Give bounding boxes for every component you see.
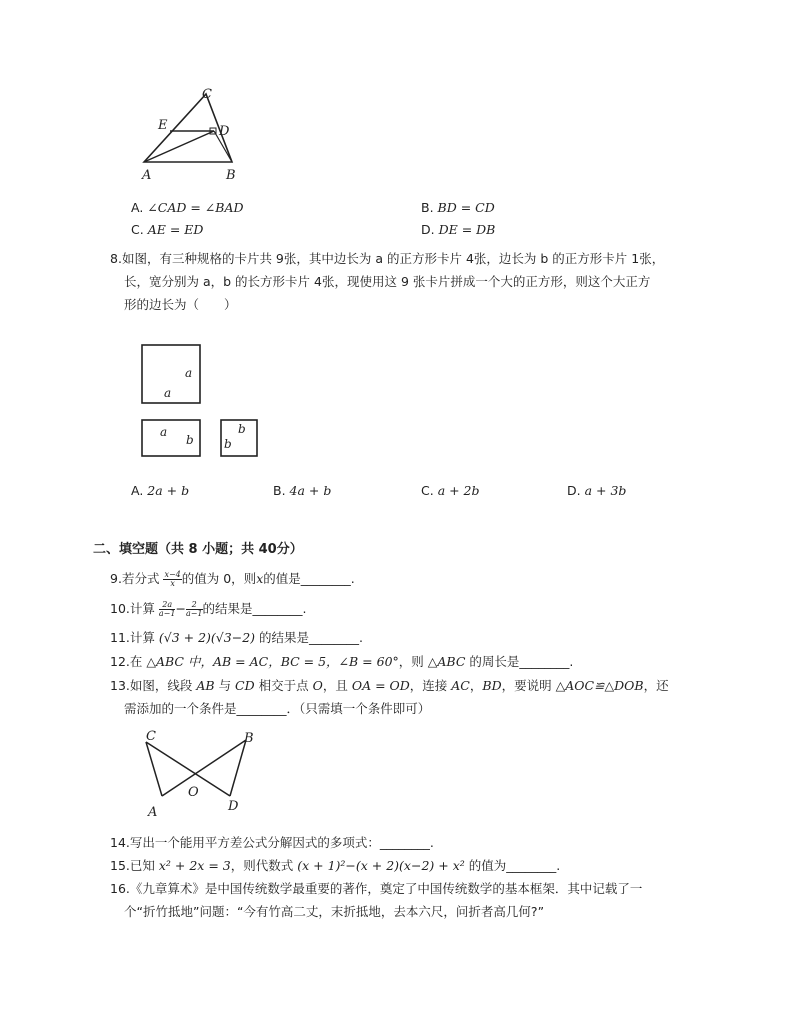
- text: ，要说明: [501, 678, 556, 693]
- text: 计算: [129, 601, 155, 616]
- fraction: [186, 601, 203, 618]
- section-heading: 二、填空题（共 8 小题；共 40分）: [93, 542, 303, 557]
- label-d: D: [219, 124, 230, 139]
- math-expression: (√3 + 2)(√3−2): [158, 630, 256, 645]
- question-number: 15.: [110, 858, 130, 873]
- q8-line-3: 形的边长为（ ）: [124, 297, 237, 312]
- math: CD: [235, 678, 255, 693]
- q16-line-2: 个“折竹抵地”问题：“今有竹高二丈，末折抵地，去本六尺，问折者高几何?”: [124, 904, 545, 919]
- option-label: D.: [567, 483, 581, 498]
- square-a-label-side: a: [185, 366, 193, 380]
- q8-line-2: 长，宽分别为 a，b 的长方形卡片 4张，现使用这 9 张卡片拼成一个大的正方形，则这个大正方: [124, 274, 651, 289]
- square-a-label-bottom: a: [164, 386, 172, 400]
- segment-ab: [162, 740, 246, 796]
- q8-option-c[interactable]: [421, 482, 480, 500]
- q13-line-2: 需添加的一个条件是________．（只需填一个条件即可）: [124, 701, 431, 716]
- text: 《九章算术》是中国传统数学最重要的著作，奠定了中国传统数学的基本框架．其中记载了一: [129, 881, 643, 896]
- text: 的结果是________.: [259, 630, 364, 645]
- q8-option-a[interactable]: [131, 482, 189, 500]
- label-d: D: [228, 799, 239, 814]
- text: ，还: [643, 678, 669, 693]
- q9: [110, 570, 355, 588]
- fraction-denominator: x: [170, 579, 175, 588]
- option-label: B.: [273, 483, 286, 498]
- text: 已知: [129, 858, 159, 873]
- q7-option-c[interactable]: [131, 221, 203, 239]
- q7-option-b[interactable]: [421, 199, 495, 217]
- text: 计算: [129, 630, 155, 645]
- option-label: B.: [421, 200, 434, 215]
- q12: [110, 653, 573, 671]
- option-label: C.: [131, 222, 144, 237]
- math: OA = OD: [351, 678, 410, 693]
- question-number: 14.: [110, 835, 130, 850]
- math: O: [312, 678, 323, 693]
- bowtie-figure-q13: [138, 726, 268, 822]
- label-e: E: [158, 118, 168, 133]
- text: 若分式: [121, 571, 160, 586]
- question-text: 如图，有三种规格的卡片共 9张，其中边长为 a 的正方形卡片 4张，边长为 b 的正方形卡片 1张，: [121, 251, 665, 266]
- question-number: 16.: [110, 881, 130, 896]
- label-c: C: [146, 729, 156, 744]
- fraction: [159, 601, 176, 618]
- label-a: A: [142, 168, 152, 183]
- question-number: 10.: [110, 601, 130, 616]
- option-text: AE = ED: [147, 222, 204, 237]
- option-text: BD = CD: [437, 200, 495, 215]
- math-expression: (x + 1)²−(x + 2)(x−2) + x²: [297, 858, 465, 873]
- q15: [110, 857, 560, 875]
- text: ，连接: [409, 678, 452, 693]
- cards-figure-q8: [136, 340, 276, 465]
- fraction-denominator: a−1: [185, 609, 203, 618]
- q11: [110, 629, 363, 647]
- fraction-numerator: x−4: [164, 570, 181, 579]
- option-label: A.: [131, 200, 144, 215]
- rectangle-b-label: b: [186, 433, 194, 447]
- q10: [110, 600, 306, 618]
- square-b-label-top: b: [238, 422, 246, 436]
- text: ，且: [322, 678, 352, 693]
- label-b: B: [226, 168, 236, 183]
- question-number: 8.: [110, 251, 122, 266]
- text: ，: [469, 678, 483, 693]
- variable: x: [256, 571, 264, 586]
- text: 如图，线段: [129, 678, 197, 693]
- q7-option-a[interactable]: [131, 199, 244, 217]
- label-b: B: [244, 731, 254, 746]
- text: 的结果是________.: [202, 601, 307, 616]
- question-number: 12.: [110, 654, 130, 669]
- fraction-numerator: 2a: [159, 601, 176, 610]
- rectangle-a-label: a: [160, 425, 168, 439]
- option-text: a + 2b: [437, 483, 480, 498]
- segment-ad: [144, 131, 214, 162]
- question-number: 9.: [110, 571, 122, 586]
- question-number: 11.: [110, 630, 130, 645]
- q13-line-1: [110, 677, 669, 695]
- text: 的值为________.: [464, 858, 561, 873]
- math-expression: △ABC: [427, 654, 466, 669]
- option-label: A.: [131, 483, 144, 498]
- text: ，则: [398, 654, 428, 669]
- q7-option-d[interactable]: [421, 221, 495, 239]
- option-text: DE = DB: [438, 222, 496, 237]
- text: 的值为 0，则: [181, 571, 257, 586]
- text: 的周长是________.: [465, 654, 574, 669]
- q16-line-1: [110, 880, 642, 898]
- math: AB: [196, 678, 215, 693]
- fraction: [163, 571, 181, 588]
- math-expression: x² + 2x = 3: [158, 858, 231, 873]
- q8-option-b[interactable]: [273, 482, 331, 500]
- math-expression: △ABC 中，AB = AC，BC = 5，∠B = 60°: [146, 654, 399, 669]
- fraction-denominator: a−1: [158, 609, 176, 618]
- question-number: 13.: [110, 678, 130, 693]
- triangle-figure-q7: [130, 84, 250, 184]
- fraction-numerator: 2: [186, 601, 203, 610]
- q8-line-1: [110, 250, 664, 268]
- option-label: D.: [421, 222, 435, 237]
- q8-option-d[interactable]: [567, 482, 626, 500]
- text: 的值是________.: [263, 571, 355, 586]
- math: BD: [482, 678, 502, 693]
- math: △AOC≌△DOB: [555, 678, 644, 693]
- square-b-label-side: b: [224, 437, 232, 451]
- option-text: 4a + b: [289, 483, 332, 498]
- text: ，则代数式: [230, 858, 298, 873]
- text: 在: [129, 654, 147, 669]
- label-a: A: [148, 805, 158, 820]
- text: −: [175, 601, 186, 616]
- option-text: a + 3b: [584, 483, 627, 498]
- label-o: O: [188, 785, 199, 800]
- label-c: C: [202, 87, 212, 102]
- option-text: ∠CAD = ∠BAD: [147, 200, 244, 215]
- q14: [110, 834, 434, 852]
- text: 写出一个能用平方差公式分解因式的多项式：________.: [129, 835, 434, 850]
- math: AC: [451, 678, 470, 693]
- text: 与: [214, 678, 236, 693]
- text: 相交于点: [254, 678, 313, 693]
- option-label: C.: [421, 483, 434, 498]
- option-text: 2a + b: [147, 483, 190, 498]
